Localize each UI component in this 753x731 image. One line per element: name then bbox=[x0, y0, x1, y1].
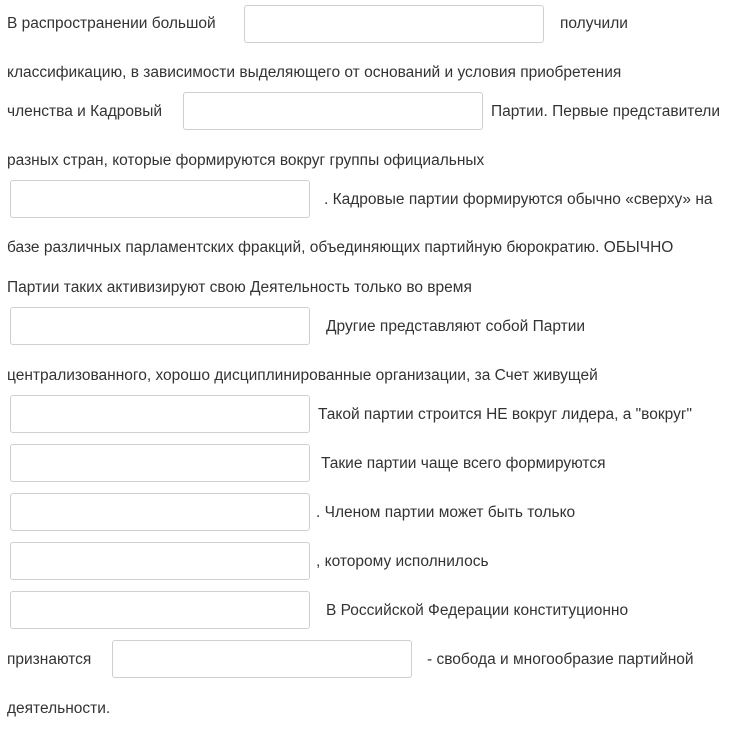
text-line: В Российской Федерации конституционно bbox=[326, 602, 629, 619]
answer-blank-4[interactable] bbox=[10, 307, 310, 345]
text-line: . Членом партии может быть только bbox=[316, 504, 576, 521]
answer-blank-3[interactable] bbox=[10, 180, 310, 218]
text-line: членства и Кадровый bbox=[7, 103, 163, 120]
text-line: - свобода и многообразие партийной bbox=[427, 651, 694, 668]
text-line: признаются bbox=[7, 651, 92, 668]
text-line: базе различных парламентских фракций, объединяющих партийную бюрократию. ОБЫЧНО bbox=[7, 239, 674, 256]
answer-blank-10[interactable] bbox=[112, 640, 412, 678]
text-line: Другие представляют собой Партии bbox=[326, 318, 586, 335]
text-line: Партии. Первые представители bbox=[491, 103, 721, 120]
text-line: Такой партии строится НЕ вокруг лидера, а "вокруг" bbox=[318, 406, 692, 423]
text-line: , которому исполнилось bbox=[316, 553, 489, 570]
text-line: В распространении большой bbox=[7, 15, 216, 32]
text-line: классификацию, в зависимости выделяющего от оснований и условия приобретения bbox=[7, 64, 622, 81]
text-line: деятельности. bbox=[7, 700, 111, 717]
text-line: Такие партии чаще всего формируются bbox=[321, 455, 606, 472]
answer-blank-7[interactable] bbox=[10, 493, 310, 531]
answer-blank-1[interactable] bbox=[244, 5, 544, 43]
text-line: централизованного, хорошо дисциплинированные организации, за Счет живущей bbox=[7, 367, 598, 384]
answer-blank-9[interactable] bbox=[10, 591, 310, 629]
answer-blank-8[interactable] bbox=[10, 542, 310, 580]
text-line: . Кадровые партии формируются обычно «сверху» на bbox=[324, 191, 713, 208]
text-line: получили bbox=[560, 15, 628, 32]
text-line: разных стран, которые формируются вокруг группы официальных bbox=[7, 152, 485, 169]
answer-blank-5[interactable] bbox=[10, 395, 310, 433]
answer-blank-2[interactable] bbox=[183, 92, 483, 130]
answer-blank-6[interactable] bbox=[10, 444, 310, 482]
text-line: Партии таких активизируют свою Деятельность только во время bbox=[7, 279, 472, 296]
